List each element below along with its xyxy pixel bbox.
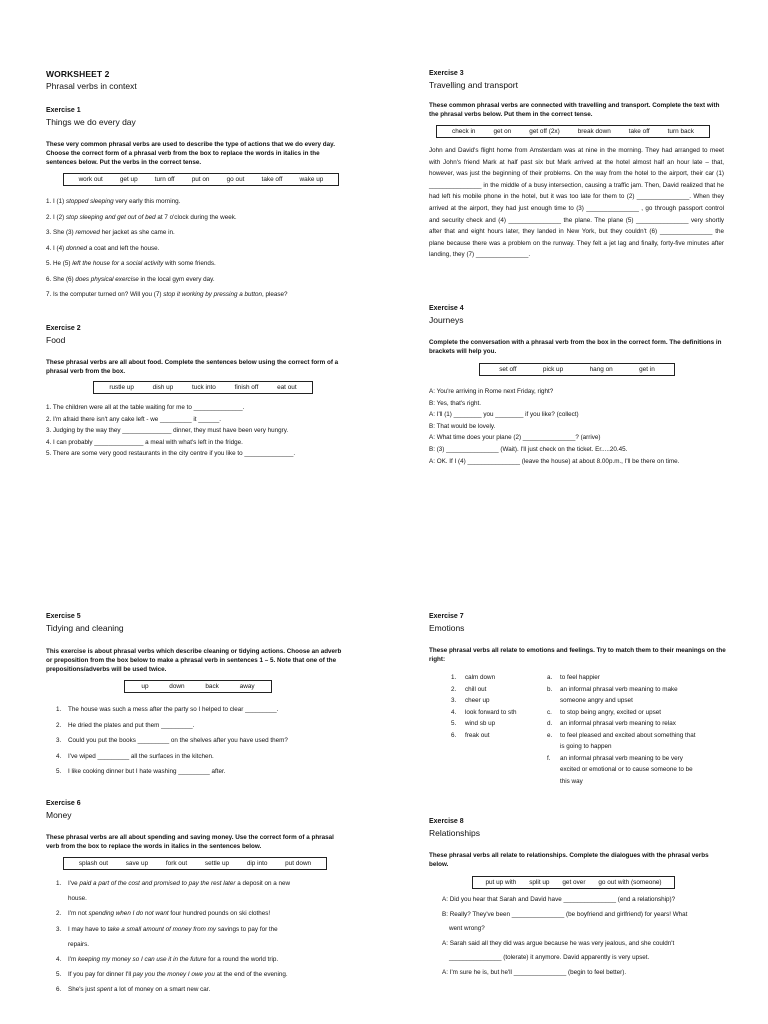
sentence <box>46 241 341 257</box>
word-box <box>63 173 339 186</box>
sentence-text: a coat and left the house. <box>86 244 160 252</box>
worksheet-subtitle: Phrasal verbs in context <box>46 81 137 91</box>
sentence <box>56 876 344 891</box>
dialogue-line: B: Yes, that's right. <box>429 399 481 407</box>
dialogue-line: A: I'll (1) ________ you ________ if you like? (collect) <box>429 411 579 419</box>
sentence-number: 3. <box>56 737 62 744</box>
sentence-text: I've <box>68 880 80 887</box>
worksheet-header <box>46 69 346 91</box>
passage-text: John and David's flight home from Amsterdam was at nine in the morning. They had arranged to meet with John's friend Mark at half past six but Mark arrived at the hotel almost half an hour late – that, however, was just the beginning of their problems. On the way from the hotel to the airport, their car (1) _______________ in the middle of a busy intersection, causing a traffic jam. Then, David realized that he had left his mobile phone in the hotel, but it was too late for them to (2) _______________. When they arrived at the airport, they had just enough time to (3) _______________ , go through passport control and security check and (4) _______________ the plane. The plane (5) _______________ very shortly after that and eight hours later, they landed in New York, but they couldn't (6) _______________ the plane because there was a problem on the runway. They felt a jet lag and finally, forty-five minutes after landing, they (7) _______________. <box>429 147 724 259</box>
exercise-title: Tidying and cleaning <box>46 623 124 633</box>
sentence <box>56 982 344 997</box>
item-number: 2. <box>451 685 457 693</box>
meaning-line <box>547 753 695 765</box>
exercise-4 <box>429 305 724 467</box>
italic-phrase: stop it working by pressing a button <box>163 291 262 298</box>
sentence: 3. Judging by the way they ______________ dinner, they must have been very hungry. <box>46 427 289 434</box>
word-box-item: hang on <box>589 366 613 373</box>
meaning-text: to feel happier <box>560 674 600 681</box>
meaning-text: an informal phrasal verb meaning to make <box>560 685 678 693</box>
meaning-line <box>547 730 695 742</box>
word-box-item: split up <box>529 879 550 886</box>
dialogue <box>442 893 729 980</box>
word-box-item: turn off <box>154 176 175 183</box>
match-item <box>451 730 516 742</box>
word-box-item: go out <box>226 176 245 183</box>
word-box-item: dip into <box>246 860 268 867</box>
word-box-item: away <box>239 683 255 690</box>
italic-phrase: spent <box>96 986 113 994</box>
exercise-number: Exercise 7 <box>429 613 464 620</box>
sentence-number: 5. <box>56 768 62 775</box>
sentence <box>56 749 344 765</box>
exercise-8 <box>429 818 729 980</box>
sentence-text: at 7 o'clock during the week. <box>155 213 237 221</box>
word-box-item: get in <box>639 366 655 373</box>
exercise-instructions: These phrasal verbs all relate to relationships. Complete the dialogues with the phrasal verbs below. <box>429 852 709 868</box>
sentence-text: 4. I (4) <box>46 244 66 252</box>
sentence-continuation <box>56 937 344 952</box>
word-box-item: go out with (someone) <box>598 879 662 886</box>
word-box-item: get on <box>493 128 512 135</box>
sentence-text: four hundred pounds on ski clothes! <box>168 910 271 918</box>
word-box-item: wake up <box>299 176 324 183</box>
sentence-text: 5. He (5) <box>46 260 73 267</box>
dialogue-line: A: Did you hear that Sarah and David have _______________ (end a relationship)? <box>442 896 676 903</box>
sentence-body <box>68 952 278 967</box>
word-box-item: dish up <box>152 384 174 391</box>
indent <box>56 937 68 952</box>
exercise-number: Exercise 1 <box>46 107 81 114</box>
dialogue-line: B: Really? They've been _______________ (be boyfriend and girlfriend) for years! What <box>442 910 688 918</box>
item-text: chill out <box>465 685 487 693</box>
item-number: 6. <box>451 731 457 739</box>
word-box-item: back <box>205 683 219 690</box>
sentence-text: She's just <box>68 986 97 994</box>
sentence-number: 1. <box>56 880 62 887</box>
exercise-title: Journeys <box>429 315 464 325</box>
sentence <box>56 702 344 718</box>
exercise-number: Exercise 5 <box>46 613 81 620</box>
item-number: 3. <box>451 697 457 704</box>
sentence-text: The house was such a mess after the party so I helped to clear _________. <box>68 706 279 713</box>
sentence-number: 4. <box>56 956 62 964</box>
exercise-2 <box>46 325 346 460</box>
exercise-number: Exercise 8 <box>429 818 464 825</box>
sentence <box>56 952 344 967</box>
sentence <box>56 906 344 921</box>
sentence: 4. I can probably ______________ a meal with what's left in the fridge. <box>46 438 243 446</box>
sentence <box>46 210 341 226</box>
italic-phrase: spending when I do not want <box>88 910 169 918</box>
word-box <box>479 363 675 376</box>
meaning-letter <box>547 741 560 753</box>
sentence-text: a lot of money on a smart new car. <box>112 986 211 994</box>
sentence-list <box>56 876 344 998</box>
sentence-text: If you pay for dinner I'll <box>68 971 133 979</box>
sentence-text: 7. Is the computer turned on? Will you (7) <box>46 291 164 298</box>
indent <box>56 891 68 906</box>
sentence <box>56 733 344 749</box>
word-box-item: get up <box>119 176 138 183</box>
word-box-item: take off <box>261 176 283 183</box>
match-item <box>451 718 516 730</box>
sentence-text: I'm not <box>68 910 89 918</box>
worksheet-title: WORKSHEET 2 <box>46 69 110 79</box>
sentence-text: in the local gym every day. <box>138 275 215 283</box>
exercise-title: Emotions <box>429 623 465 633</box>
word-box <box>436 125 710 138</box>
dialogue-line: B: (3) _______________ (Wait). I'll just check on the ticket. Er.....20.45. <box>429 445 628 453</box>
sentence-list <box>46 402 346 460</box>
sentence-text: 6. She (6) <box>46 275 76 283</box>
exercise-title: Money <box>46 810 72 820</box>
sentence-text: a deposit on a new <box>235 880 291 887</box>
italic-phrase: stopped sleeping <box>65 198 114 205</box>
item-text: cheer up <box>465 697 490 704</box>
word-box-item: pick up <box>542 366 564 373</box>
meaning-text: someone angry and upset <box>560 697 633 704</box>
sentence-number: 4. <box>56 752 62 760</box>
sentence-number: 6. <box>56 986 62 994</box>
item-number: 1. <box>451 674 457 681</box>
sentence <box>46 256 341 272</box>
meaning-line <box>547 764 695 776</box>
item-text: look forward to sth <box>465 708 517 716</box>
sentence <box>46 287 341 303</box>
meaning-line <box>547 741 695 753</box>
exercise-instructions: These phrasal verbs all relate to emotions and feelings. Try to match them to their meanings on the right: <box>429 647 726 663</box>
exercise-title: Food <box>46 335 66 345</box>
sentence: 2. I'm afraid there isn't any cake left - we _________ it ______. <box>46 415 221 423</box>
sentence-text: I'm <box>68 956 78 964</box>
word-box-item: rustle up <box>109 384 134 391</box>
phrasal-verb-list <box>451 672 516 741</box>
item-text: wind sb up <box>465 720 496 727</box>
sentence-text: for a round the world trip. <box>206 956 279 964</box>
sentence-text: repairs. <box>68 940 89 948</box>
meaning-letter: a. <box>547 674 553 681</box>
sentence-list <box>46 194 341 303</box>
exercise-title: Things we do every day <box>46 117 136 127</box>
item-text: calm down <box>465 674 496 681</box>
exercise-5 <box>46 613 344 780</box>
exercise-number: Exercise 2 <box>46 325 81 332</box>
word-box-item: splash out <box>78 860 108 867</box>
sentence-text: Could you put the books _________ on the shelves after you have used them? <box>68 737 288 744</box>
sentence-text: at the end of the evening. <box>214 971 288 979</box>
exercise-number: Exercise 3 <box>429 70 464 77</box>
exercise-number: Exercise 6 <box>46 800 81 807</box>
meaning-line <box>547 718 695 730</box>
word-box-item: down <box>169 683 185 690</box>
meaning-letter: f. <box>547 754 551 762</box>
sentence-number: 2. <box>56 910 62 918</box>
word-box <box>63 857 327 870</box>
match-item <box>451 695 516 707</box>
word-box-item: work out <box>78 176 103 183</box>
sentence-text: with some friends. <box>163 260 216 267</box>
sentence-text: I've wiped _________ all the surfaces in the kitchen. <box>68 752 214 760</box>
meaning-text: an informal phrasal verb meaning to be very <box>560 754 683 762</box>
word-box-item: fork out <box>165 860 188 867</box>
meaning-line <box>547 695 695 707</box>
word-box <box>93 381 313 394</box>
italic-phrase: pay you the money I owe you <box>132 971 215 979</box>
word-box-item: put on <box>191 176 210 183</box>
meaning-line <box>547 707 695 719</box>
exercise-instructions: This exercise is about phrasal verbs which describe cleaning or tidying actions. Choose an adverb or preposition from the box below to make a phrasal verb in sentences 1 – 5. Note that one of the prepositions/adverbs will be used twice. <box>46 648 342 673</box>
sentence-body <box>68 922 278 937</box>
sentence <box>46 194 341 210</box>
conversation <box>429 386 724 467</box>
sentence-text: 3. She (3) <box>46 229 76 236</box>
dialogue-line: A: OK. If I (4) _______________ (leave the house) at about 8.00p.m., I'll be there on time. <box>429 457 680 465</box>
word-box-item: get off (2x) <box>529 128 560 135</box>
meaning-list <box>547 672 695 787</box>
sentence-number: 1. <box>56 706 62 713</box>
dialogue-line: A: I'm sure he is, but he'll _______________ (begin to feel better). <box>442 968 627 976</box>
sentence-number: 5. <box>56 971 62 979</box>
exercise-number: Exercise 4 <box>429 305 464 312</box>
sentence-text: 2. I (2) <box>46 213 66 221</box>
sentence <box>46 225 341 241</box>
exercise-instructions: These common phrasal verbs are connected with travelling and transport. Complete the text with the phrasal verbs below. Put them in the correct tense. <box>429 102 720 118</box>
dialogue-line: went wrong? <box>442 925 485 932</box>
meaning-letter: e. <box>547 731 553 739</box>
sentence: 1. The children were all at the table waiting for me to ______________. <box>46 404 245 411</box>
meaning-letter: c. <box>547 708 552 716</box>
item-number: 4. <box>451 708 457 716</box>
italic-phrase: does physical exercise <box>75 275 139 283</box>
word-box-item: get over <box>562 879 586 886</box>
sentence <box>56 922 344 937</box>
exercise-title: Relationships <box>429 828 481 838</box>
italic-phrase: stop sleeping and get out of bed <box>65 213 156 221</box>
word-box <box>472 876 675 889</box>
sentence-list <box>56 702 344 780</box>
dialogue-line: B: That would be lovely. <box>429 422 496 430</box>
word-box-item: set off <box>499 366 517 373</box>
word-box-item: take off <box>628 128 650 135</box>
match-item <box>451 672 516 684</box>
sentence-continuation <box>56 891 344 906</box>
sentence: 5. There are some very good restaurants in the city centre if you like to ______________. <box>46 450 296 457</box>
exercise-instructions: Complete the conversation with a phrasal verb from the box in the correct form. The definitions in brackets will help you. <box>429 339 722 355</box>
sentence-text: , please? <box>261 291 288 298</box>
sentence-text: house. <box>68 895 87 903</box>
exercise-instructions: These phrasal verbs are all about food. Complete the sentences below using the correct form of a phrasal verb from the box. <box>46 359 339 375</box>
sentence-text: her jacket as she came in. <box>99 229 175 236</box>
matching-area <box>429 672 729 802</box>
meaning-text: excited or emotional or to cause someone to be <box>560 766 693 773</box>
match-item <box>451 684 516 696</box>
meaning-letter <box>547 764 560 776</box>
meaning-text: this way <box>560 777 583 785</box>
italic-phrase: keeping my money so I can use it in the future <box>77 956 207 964</box>
italic-phrase: removed <box>75 229 100 236</box>
word-box-item: settle up <box>204 860 230 867</box>
sentence <box>46 272 341 288</box>
word-box-item: put down <box>285 860 312 867</box>
meaning-letter <box>547 776 560 788</box>
sentence-number: 2. <box>56 721 62 729</box>
meaning-text: to stop being angry, excited or upset <box>560 708 662 716</box>
item-text: freak out <box>465 731 490 739</box>
word-box-item: tuck into <box>192 384 216 391</box>
meaning-letter: d. <box>547 720 553 727</box>
meaning-text: an informal phrasal verb meaning to relax <box>560 720 676 727</box>
italic-phrase: left the house for a social activity <box>72 260 164 267</box>
sentence-text: very early this morning. <box>113 198 181 205</box>
dialogue-line: A: What time does your plane (2) _______________? (arrive) <box>429 434 601 442</box>
sentence <box>56 718 344 734</box>
exercise-instructions: These very common phrasal verbs are used to describe the type of actions that we do every day. Choose the correct form of a phrasal verb from the box to replace the words in italics in the sentences below. Put the verbs in the correct tense. <box>46 141 335 166</box>
sentence <box>56 967 344 982</box>
exercise-7 <box>429 613 729 802</box>
meaning-letter: b. <box>547 685 553 693</box>
meaning-line <box>547 684 695 696</box>
word-box-item: check in <box>452 128 476 135</box>
word-box-item: turn back <box>667 128 694 135</box>
item-number: 5. <box>451 720 457 727</box>
sentence-body <box>68 876 290 891</box>
sentence-body <box>68 982 210 997</box>
word-box-item: put up with <box>485 879 517 886</box>
dialogue-line: A: You're arriving in Rome next Friday, right? <box>429 388 554 395</box>
sentence-text: savings to pay for the <box>216 925 278 933</box>
word-box-item: break down <box>577 128 611 135</box>
sentence-text: I like cooking dinner but I hate washing _________ after. <box>68 768 226 775</box>
exercise-3 <box>429 70 724 261</box>
exercise-6 <box>46 800 344 998</box>
exercise-title: Travelling and transport <box>429 80 518 90</box>
sentence-body <box>68 967 288 982</box>
italic-phrase: take a small amount of money from my <box>107 925 217 933</box>
sentence-number: 3. <box>56 925 62 933</box>
sentence-text: I may have to <box>68 925 108 933</box>
dialogue-line: A: Sarah said all they did was argue because he was very jealous, and she couldn't <box>442 939 675 947</box>
word-box-item: save up <box>125 860 149 867</box>
word-box <box>124 680 272 693</box>
meaning-text: is going to happen <box>560 743 612 750</box>
sentence <box>56 764 344 780</box>
meaning-letter <box>547 695 560 707</box>
exercise-instructions: These phrasal verbs are all about spending and saving money. Use the correct form of a phrasal verb from the box to replace the words in italics in the sentences below. <box>46 834 334 850</box>
exercise-1 <box>46 107 341 303</box>
meaning-line <box>547 672 695 684</box>
word-box-item: up <box>141 683 149 690</box>
meaning-text: to feel pleased and excited about something that <box>560 731 696 739</box>
match-item <box>451 707 516 719</box>
meaning-line <box>547 776 695 788</box>
sentence-body <box>68 906 270 921</box>
italic-phrase: paid a part of the cost and promised to pay the rest later <box>79 880 236 887</box>
word-box-item: eat out <box>277 384 297 391</box>
sentence-text: He dried the plates and put them _________. <box>68 721 195 729</box>
dialogue-line: _______________ (tolerate) it anymore. David apparently is very upset. <box>442 954 650 961</box>
sentence-text: 1. I (1) <box>46 198 66 205</box>
word-box-item: finish off <box>234 384 259 391</box>
italic-phrase: donned <box>65 244 87 252</box>
